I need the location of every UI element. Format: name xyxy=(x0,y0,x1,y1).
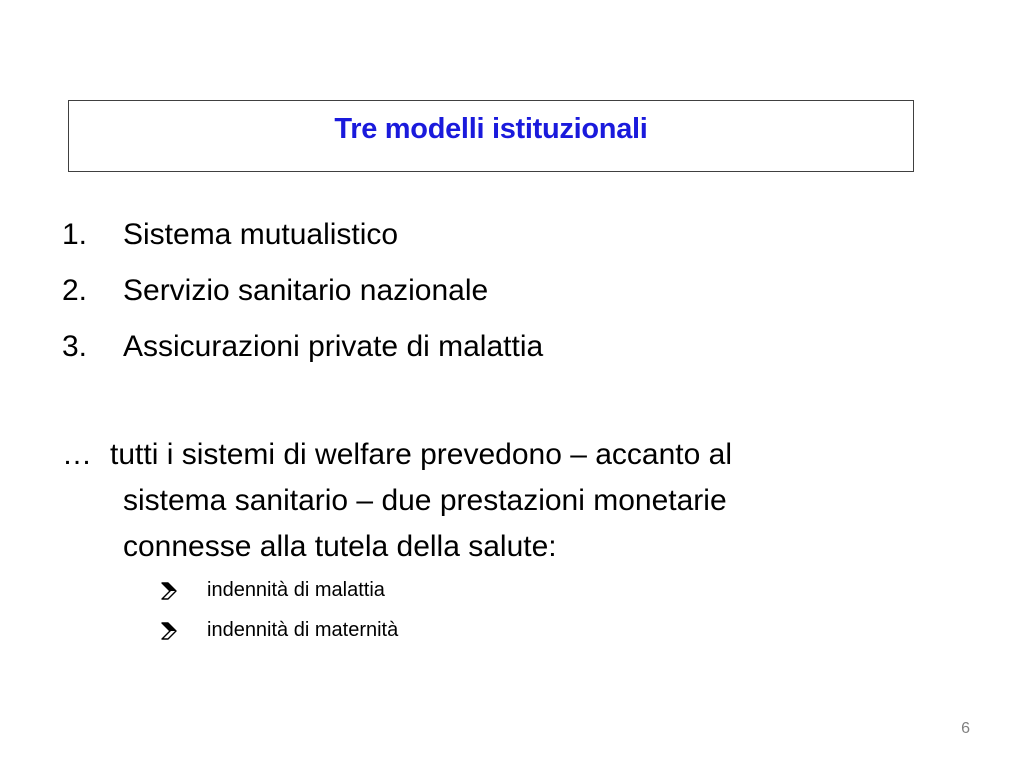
ellipsis-lead: … xyxy=(62,438,92,471)
arrow-bullet-icon xyxy=(160,582,178,600)
slide-title: Tre modelli istituzionali xyxy=(334,113,648,145)
list-item-label: Servizio sanitario nazionale xyxy=(123,274,489,307)
list-item-number: 1. xyxy=(62,218,88,251)
list-item-number: 2. xyxy=(62,274,88,307)
slide-title-box xyxy=(68,100,914,172)
paragraph-first-line xyxy=(62,432,902,478)
benefit-label: indennità di malattia xyxy=(207,579,385,601)
list-item-number: 3. xyxy=(62,330,88,363)
list-item-label: Sistema mutualistico xyxy=(123,218,399,251)
welfare-paragraph xyxy=(62,432,902,570)
paragraph-line: sistema sanitario – due prestazioni monetarie xyxy=(123,484,727,517)
benefit-label: indennità di maternità xyxy=(207,619,399,641)
arrow-bullet-icon xyxy=(160,622,178,640)
paragraph-line: tutti i sistemi di welfare prevedono – accanto al xyxy=(110,438,732,471)
list-item-label: Assicurazioni private di malattia xyxy=(123,330,544,363)
paragraph-line: connesse alla tutela della salute: xyxy=(123,530,557,563)
page-number: 6 xyxy=(961,720,970,737)
